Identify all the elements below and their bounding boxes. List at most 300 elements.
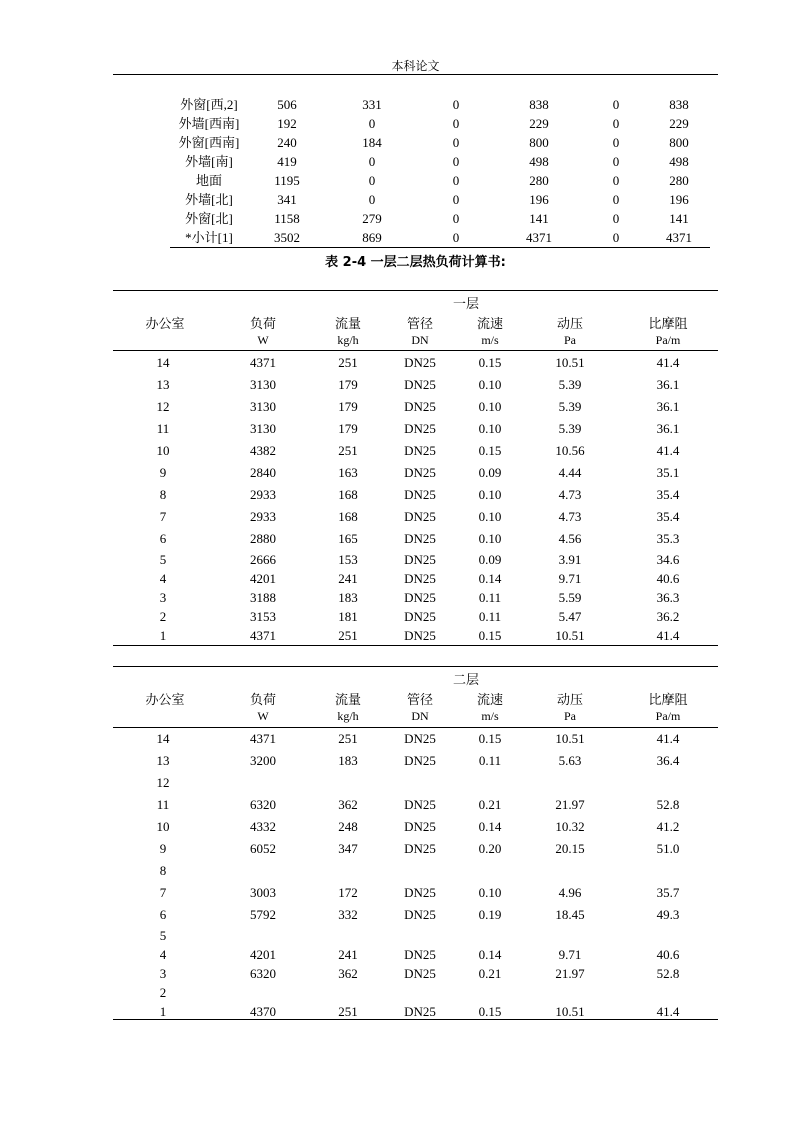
table-cell: 0.14 — [478, 947, 502, 962]
table-cell: 0 — [368, 173, 376, 188]
table-cell: 3 — [159, 966, 167, 981]
table-cell: 0 — [452, 154, 460, 169]
floor1-bottom-rule — [113, 645, 718, 646]
table-cell: 36.2 — [656, 609, 680, 624]
table-cell: 10 — [156, 819, 170, 834]
table-cell: 21.97 — [555, 966, 585, 981]
table-cell: DN25 — [404, 1004, 436, 1019]
table-cell: 0 — [612, 192, 620, 207]
table-cell: DN25 — [404, 487, 436, 502]
col-pressure-unit: Pa — [564, 709, 576, 723]
table-cell: 241 — [338, 571, 358, 586]
table-cell: 35.3 — [656, 531, 680, 546]
table-cell: 2933 — [250, 509, 276, 524]
table-cell: 419 — [277, 154, 297, 169]
table-cell: 36.1 — [656, 377, 680, 392]
table-cell: 35.4 — [656, 509, 680, 524]
table-row — [113, 819, 718, 839]
table-cell: 0.11 — [478, 609, 502, 624]
col-pipe-unit: DN — [411, 709, 429, 723]
table-cell: 13 — [156, 377, 170, 392]
table-cell: 280 — [529, 173, 549, 188]
table-cell: 2666 — [250, 552, 276, 567]
table-cell: 229 — [669, 116, 689, 131]
table-cell: 331 — [362, 97, 382, 112]
col-friction-unit: Pa/m — [655, 709, 681, 723]
page-header: 本科论文 — [391, 59, 440, 73]
table-cell: 332 — [338, 907, 358, 922]
table-cell: 4382 — [250, 443, 276, 458]
table-cell: 0 — [452, 192, 460, 207]
table-cell: 2880 — [250, 531, 276, 546]
table-cell: 7 — [159, 509, 167, 524]
table-cell: DN25 — [404, 609, 436, 624]
table-cell: DN25 — [404, 399, 436, 414]
table-cell: 36.3 — [656, 590, 680, 605]
table-cell: 240 — [277, 135, 297, 150]
floor1-table — [113, 290, 718, 650]
col-room: 办公室 — [145, 692, 185, 707]
floor1-title: 一层 — [453, 296, 480, 311]
table-cell: 0.15 — [478, 443, 502, 458]
table-cell: 1 — [159, 1004, 167, 1019]
col-pressure-unit: Pa — [564, 333, 576, 347]
table-cell: 0.10 — [478, 421, 502, 436]
table-cell: 0 — [452, 135, 460, 150]
col-flow: 流量 — [334, 692, 361, 707]
table-row — [113, 590, 718, 610]
table-cell: 5792 — [250, 907, 276, 922]
table-cell: 49.3 — [656, 907, 680, 922]
table-cell: 141 — [669, 211, 689, 226]
table-row — [170, 114, 710, 133]
table-cell: 4.73 — [558, 487, 582, 502]
table-cell: DN25 — [404, 753, 436, 768]
table-cell: 10 — [156, 443, 170, 458]
table-cell: 179 — [338, 421, 358, 436]
table-cell: 229 — [529, 116, 549, 131]
table-cell: 9 — [159, 841, 167, 856]
floor2-table — [113, 666, 718, 1026]
col-friction-unit: Pa/m — [655, 333, 681, 347]
table-cell: DN25 — [404, 966, 436, 981]
table-row — [170, 95, 710, 114]
table-cell: 279 — [362, 211, 382, 226]
table-cell: 251 — [338, 443, 358, 458]
table-cell: DN25 — [404, 377, 436, 392]
table-cell: 498 — [669, 154, 689, 169]
table-cell: 3130 — [250, 377, 276, 392]
table-cell: 10.51 — [555, 355, 585, 370]
table-cell: 0 — [452, 230, 460, 245]
table-cell: 0.15 — [478, 355, 502, 370]
table-cell: 196 — [529, 192, 549, 207]
table-cell: 3003 — [250, 885, 276, 900]
table-cell: DN25 — [404, 421, 436, 436]
table-row — [170, 228, 710, 247]
table-cell: 3153 — [250, 609, 276, 624]
table-cell: 251 — [338, 1004, 358, 1019]
table-cell: 外窗[北] — [185, 211, 233, 226]
table-cell: DN25 — [404, 465, 436, 480]
table-cell: 0.09 — [478, 552, 502, 567]
table-cell: 8 — [159, 487, 167, 502]
col-load-unit: W — [257, 709, 269, 723]
table-cell: 0 — [452, 97, 460, 112]
table-cell: 241 — [338, 947, 358, 962]
table-cell: DN25 — [404, 731, 436, 746]
table-cell: 153 — [338, 552, 358, 567]
table-cell: 9.71 — [558, 571, 582, 586]
table-cell: DN25 — [404, 355, 436, 370]
table-cell: 41.4 — [656, 443, 680, 458]
table-row — [113, 377, 718, 397]
table-cell: DN25 — [404, 885, 436, 900]
table-cell: 0 — [452, 211, 460, 226]
col-pipe: 管径 — [406, 316, 433, 331]
table-row — [113, 907, 718, 927]
table-row — [113, 552, 718, 572]
table-row — [170, 171, 710, 190]
table-cell: 0 — [612, 173, 620, 188]
table-cell: 21.97 — [555, 797, 585, 812]
table-row — [113, 797, 718, 817]
table-row — [113, 1004, 718, 1024]
table-cell: 4 — [159, 947, 167, 962]
header-divider — [113, 74, 718, 75]
table-cell: 0 — [368, 116, 376, 131]
table-cell: 4.96 — [558, 885, 582, 900]
table-cell: 11 — [156, 797, 170, 812]
table-cell: DN25 — [404, 509, 436, 524]
table-cell: 0 — [368, 154, 376, 169]
table-cell: 0.21 — [478, 797, 502, 812]
table-cell: 506 — [277, 97, 297, 112]
table-cell: 0.14 — [478, 571, 502, 586]
table-cell: 外窗[西南] — [178, 135, 240, 150]
table-cell: 0 — [612, 211, 620, 226]
table-cell: 52.8 — [656, 797, 680, 812]
table-cell: 0 — [612, 154, 620, 169]
table-cell: 2 — [159, 609, 167, 624]
table-cell: 外墙[北] — [185, 192, 233, 207]
col-speed-unit: m/s — [481, 333, 499, 347]
table-row — [113, 355, 718, 375]
table-cell: 800 — [529, 135, 549, 150]
table-cell: 10.51 — [555, 731, 585, 746]
table-cell: DN25 — [404, 571, 436, 586]
table-cell: 498 — [529, 154, 549, 169]
table-cell: 外窗[西,2] — [180, 97, 238, 112]
table-cell: 20.15 — [555, 841, 585, 856]
table-row — [113, 775, 718, 795]
table-cell: 3.91 — [558, 552, 582, 567]
table-cell: 3200 — [250, 753, 276, 768]
table-cell: 4370 — [250, 1004, 276, 1019]
table-cell: 0.11 — [478, 590, 502, 605]
col-room: 办公室 — [145, 316, 185, 331]
table-cell: 0.14 — [478, 819, 502, 834]
table-cell: 34.6 — [656, 552, 680, 567]
col-flow-unit: kg/h — [337, 333, 359, 347]
table-row — [170, 133, 710, 152]
col-speed-unit: m/s — [481, 709, 499, 723]
table-cell: 0.15 — [478, 1004, 502, 1019]
table-cell: 10.51 — [555, 1004, 585, 1019]
table-row — [113, 399, 718, 419]
table-cell: 35.4 — [656, 487, 680, 502]
table-row — [113, 509, 718, 529]
table-cell: DN25 — [404, 552, 436, 567]
table-cell: DN25 — [404, 797, 436, 812]
table-cell: 183 — [338, 753, 358, 768]
table-cell: DN25 — [404, 947, 436, 962]
table-cell: 外墙[南] — [185, 154, 233, 169]
table-cell: 6320 — [250, 966, 276, 981]
table-cell: 838 — [669, 97, 689, 112]
table-cell: 36.1 — [656, 421, 680, 436]
table-cell: 36.1 — [656, 399, 680, 414]
table-cell: 0.21 — [478, 966, 502, 981]
table-cell: 347 — [338, 841, 358, 856]
floor2-header-rule — [113, 727, 718, 728]
table-row — [113, 841, 718, 861]
table-row — [113, 609, 718, 629]
table-cell: 0.19 — [478, 907, 502, 922]
table-cell: 196 — [669, 192, 689, 207]
table-cell: 0 — [612, 230, 620, 245]
table-row — [113, 885, 718, 905]
table-cell: 地面 — [195, 173, 222, 188]
table-cell: 0.10 — [478, 885, 502, 900]
table-cell: 35.7 — [656, 885, 680, 900]
table-row — [113, 531, 718, 551]
table-cell: 5 — [159, 928, 167, 943]
table-cell: 3130 — [250, 399, 276, 414]
table-cell: 2933 — [250, 487, 276, 502]
table-cell: 4201 — [250, 947, 276, 962]
table-cell: 0.10 — [478, 487, 502, 502]
table-row — [113, 443, 718, 463]
table-cell: 1 — [159, 628, 167, 643]
table-cell: 0.15 — [478, 628, 502, 643]
table-cell: 6 — [159, 907, 167, 922]
table-cell: 41.2 — [656, 819, 680, 834]
table-cell: 0 — [368, 192, 376, 207]
table-cell: 11 — [156, 421, 170, 436]
table-caption: 表 2-4 一层二层热负荷计算书: — [325, 255, 506, 270]
table-cell: 41.4 — [656, 628, 680, 643]
table-cell: 800 — [669, 135, 689, 150]
col-pressure: 动压 — [556, 692, 583, 707]
table-cell: 12 — [156, 775, 170, 790]
table-cell: 0.09 — [478, 465, 502, 480]
table-cell: 3 — [159, 590, 167, 605]
table-cell: 0.20 — [478, 841, 502, 856]
table-cell: 0 — [612, 135, 620, 150]
table-cell: 12 — [156, 399, 170, 414]
col-friction: 比摩阻 — [648, 316, 688, 331]
floor2-bottom-rule — [113, 1019, 718, 1020]
table-cell: 251 — [338, 731, 358, 746]
table-cell: 4332 — [250, 819, 276, 834]
table-cell: 165 — [338, 531, 358, 546]
table-cell: 141 — [529, 211, 549, 226]
table-cell: 7 — [159, 885, 167, 900]
floor1-header-rule — [113, 350, 718, 351]
table-cell: 10.32 — [555, 819, 585, 834]
table-cell: 51.0 — [656, 841, 680, 856]
table-cell: 2840 — [250, 465, 276, 480]
col-flow-unit: kg/h — [337, 709, 359, 723]
table-row — [113, 947, 718, 967]
col-speed: 流速 — [476, 692, 503, 707]
table-cell: DN25 — [404, 443, 436, 458]
table-cell: 179 — [338, 377, 358, 392]
col-load: 负荷 — [249, 316, 276, 331]
col-pressure: 动压 — [556, 316, 583, 331]
col-flow: 流量 — [334, 316, 361, 331]
col-pipe-unit: DN — [411, 333, 429, 347]
table-cell: 4.44 — [558, 465, 582, 480]
col-friction: 比摩阻 — [648, 692, 688, 707]
table-cell: 0.10 — [478, 531, 502, 546]
table-cell: 0.10 — [478, 399, 502, 414]
table-cell: 183 — [338, 590, 358, 605]
table-cell: 251 — [338, 355, 358, 370]
table-cell: 172 — [338, 885, 358, 900]
table-cell: 13 — [156, 753, 170, 768]
table-row — [113, 731, 718, 751]
table-cell: 35.1 — [656, 465, 680, 480]
table-cell: 0 — [452, 173, 460, 188]
table-cell: 0.11 — [478, 753, 502, 768]
table-cell: 6 — [159, 531, 167, 546]
table-cell: DN25 — [404, 819, 436, 834]
table-cell: 4.73 — [558, 509, 582, 524]
col-load: 负荷 — [249, 692, 276, 707]
table-cell: 280 — [669, 173, 689, 188]
table-cell: 341 — [277, 192, 297, 207]
table-cell: 2 — [159, 985, 167, 1000]
table-cell: 14 — [156, 355, 170, 370]
table-cell: 10.56 — [555, 443, 585, 458]
table-cell: 1158 — [274, 211, 300, 226]
table-cell: 168 — [338, 509, 358, 524]
table-cell: 168 — [338, 487, 358, 502]
table-cell: DN25 — [404, 628, 436, 643]
col-load-unit: W — [257, 333, 269, 347]
table-cell: 838 — [529, 97, 549, 112]
table-row — [113, 465, 718, 485]
table-cell: 36.4 — [656, 753, 680, 768]
table-cell: 5.39 — [558, 377, 582, 392]
table-cell: 41.4 — [656, 731, 680, 746]
table-cell: 0 — [612, 116, 620, 131]
table-row — [170, 209, 710, 228]
table-cell: 40.6 — [656, 571, 680, 586]
table-cell: 6052 — [250, 841, 276, 856]
table-cell: 869 — [362, 230, 382, 245]
table-cell: 184 — [362, 135, 382, 150]
table-cell: 5 — [159, 552, 167, 567]
table-cell: 362 — [338, 797, 358, 812]
table-cell: DN25 — [404, 907, 436, 922]
table-cell: 179 — [338, 399, 358, 414]
table-cell: 14 — [156, 731, 170, 746]
table-cell: 41.4 — [656, 355, 680, 370]
table-cell: 4 — [159, 571, 167, 586]
table-cell: 9.71 — [558, 947, 582, 962]
table-cell: 3130 — [250, 421, 276, 436]
table-cell: 4201 — [250, 571, 276, 586]
table-cell: 5.63 — [558, 753, 582, 768]
table-row — [113, 753, 718, 773]
table-row — [113, 571, 718, 591]
table-cell: 0.10 — [478, 509, 502, 524]
table-cell: 0.10 — [478, 377, 502, 392]
table-cell: 1195 — [274, 173, 300, 188]
table-cell: 52.8 — [656, 966, 680, 981]
table-cell: 4371 — [666, 230, 692, 245]
table-cell: 10.51 — [555, 628, 585, 643]
table-cell: 5.39 — [558, 399, 582, 414]
table-cell: 0 — [612, 97, 620, 112]
table-row — [113, 421, 718, 441]
floor2-title: 二层 — [453, 672, 480, 687]
table-cell: 181 — [338, 609, 358, 624]
table-row — [113, 966, 718, 986]
table-cell: 40.6 — [656, 947, 680, 962]
table-cell: 6320 — [250, 797, 276, 812]
table-cell: 41.4 — [656, 1004, 680, 1019]
table-cell: 9 — [159, 465, 167, 480]
table-cell: 4371 — [250, 731, 276, 746]
table-cell: 8 — [159, 863, 167, 878]
table-row — [170, 190, 710, 209]
table-cell: DN25 — [404, 531, 436, 546]
table-cell: 5.59 — [558, 590, 582, 605]
table-cell: 0 — [452, 116, 460, 131]
table-cell: 248 — [338, 819, 358, 834]
table-row — [113, 985, 718, 1005]
heat-load-table — [170, 95, 710, 247]
table-cell: 外墙[西南] — [178, 116, 240, 131]
col-speed: 流速 — [476, 316, 503, 331]
table-cell: DN25 — [404, 590, 436, 605]
table-cell: 18.45 — [555, 907, 585, 922]
table-bottom-rule — [170, 247, 710, 248]
table-row — [113, 863, 718, 883]
table-cell: 5.39 — [558, 421, 582, 436]
table-cell: DN25 — [404, 841, 436, 856]
col-pipe: 管径 — [406, 692, 433, 707]
table-cell: 192 — [277, 116, 297, 131]
table-cell: *小计[1] — [185, 230, 233, 245]
table-cell: 4371 — [250, 355, 276, 370]
table-cell: 5.47 — [558, 609, 582, 624]
table-cell: 3502 — [274, 230, 300, 245]
table-cell: 251 — [338, 628, 358, 643]
table-cell: 163 — [338, 465, 358, 480]
table-cell: 3188 — [250, 590, 276, 605]
table-cell: 0.15 — [478, 731, 502, 746]
table-row — [113, 928, 718, 948]
table-cell: 362 — [338, 966, 358, 981]
table-row — [170, 152, 710, 171]
table-row — [113, 487, 718, 507]
table-cell: 4371 — [250, 628, 276, 643]
